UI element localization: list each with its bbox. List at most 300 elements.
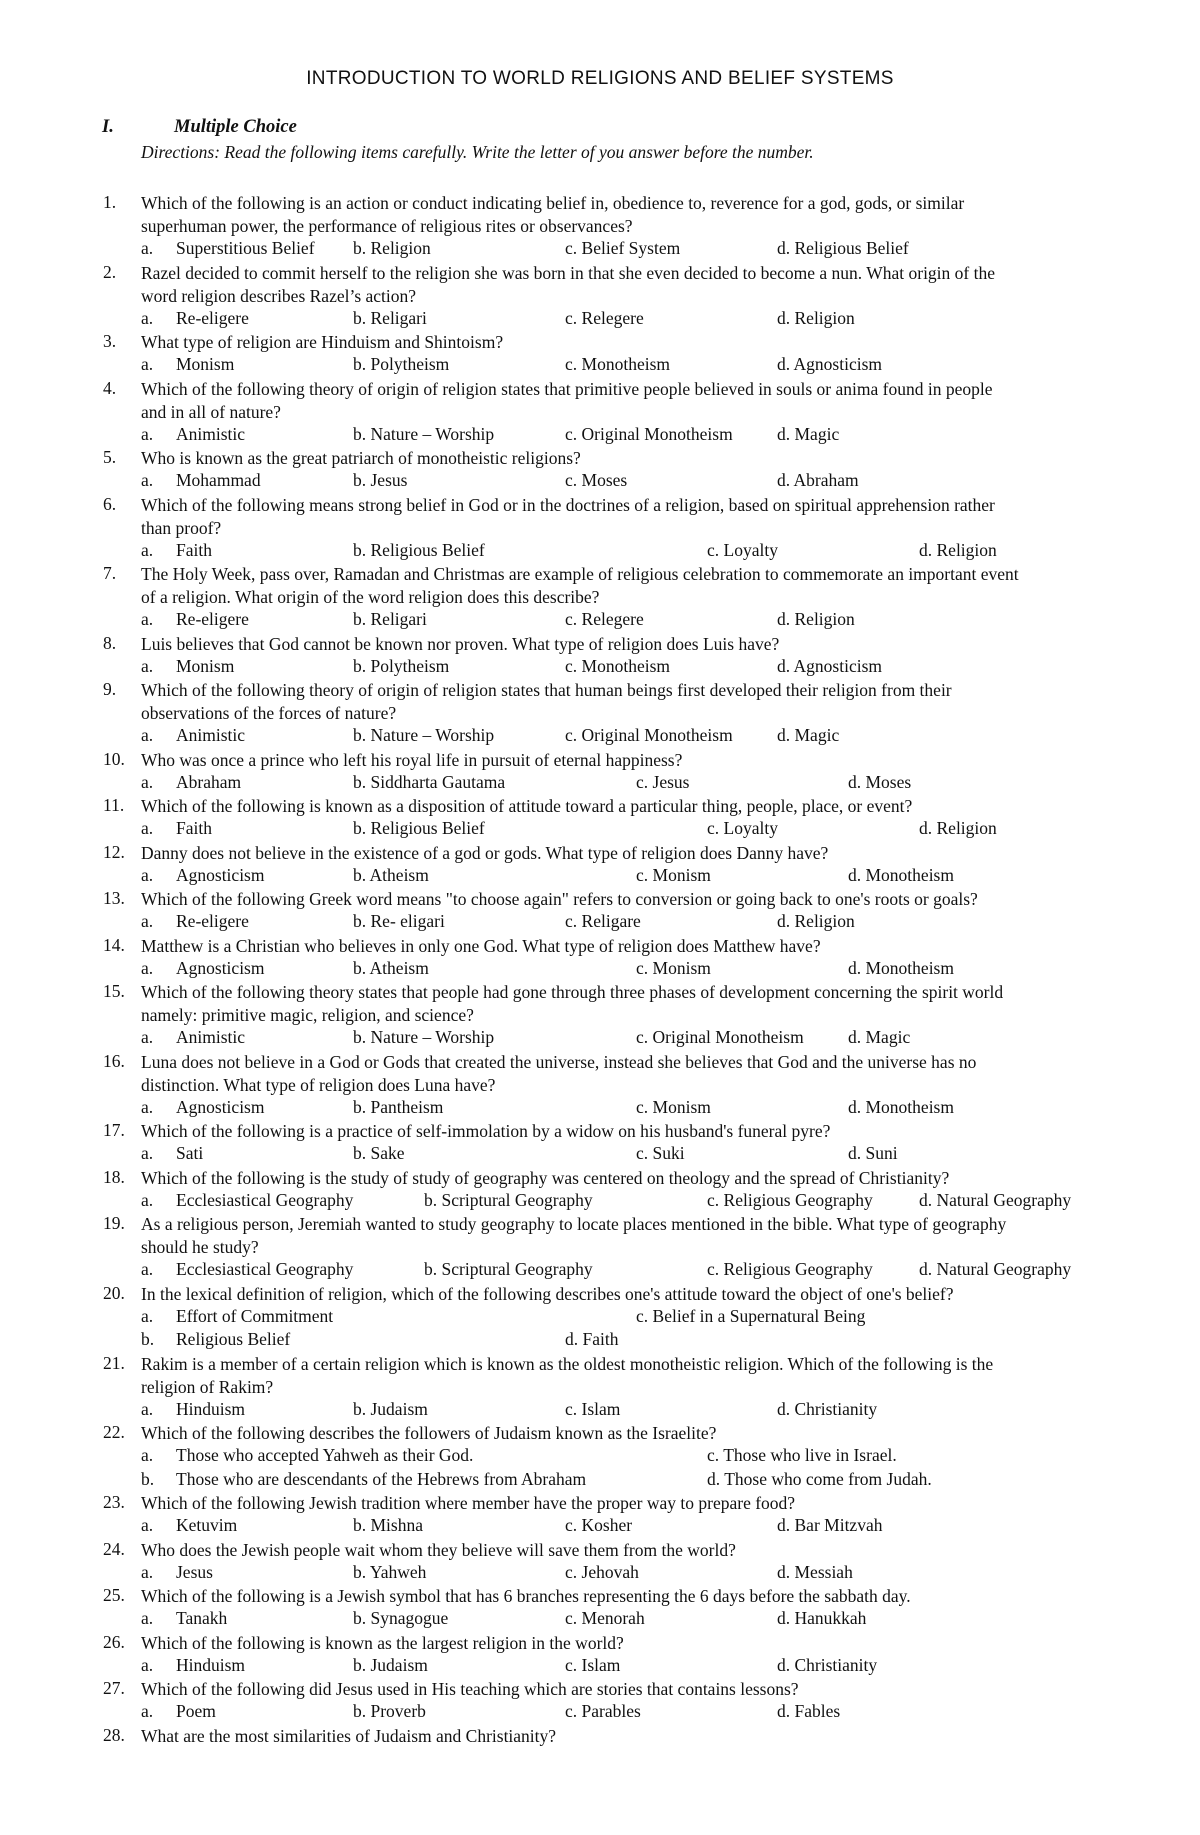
answer-option	[848, 1027, 910, 1048]
option-letter: d.	[707, 1468, 721, 1489]
option-text: Ketuvim	[176, 1515, 238, 1535]
option-letter: d.	[777, 911, 791, 931]
answer-option	[141, 1701, 216, 1722]
option-letter: b.	[141, 1468, 155, 1489]
option-letter: d.	[777, 238, 791, 258]
option-text: Yahweh	[369, 1561, 427, 1582]
answer-option	[919, 1190, 1071, 1211]
option-letter: d.	[848, 1143, 862, 1163]
options-row	[0, 1190, 1200, 1214]
option-letter: b.	[353, 307, 367, 328]
question-text: Rakim is a member of a certain religion which is known as the oldest monotheistic religion. Which of the following is the	[141, 1353, 994, 1374]
option-text: Belief in a Supernatural Being	[652, 1305, 866, 1326]
option-letter: d.	[777, 1701, 791, 1721]
question-text: religion of Rakim?	[141, 1376, 274, 1397]
option-letter: c.	[565, 238, 578, 258]
answer-option	[353, 1608, 448, 1629]
answer-option	[141, 725, 245, 746]
answer-option	[141, 609, 249, 630]
option-text: Monism	[176, 655, 235, 676]
options-row	[0, 1562, 1200, 1586]
option-text: Jesus	[176, 1561, 213, 1582]
option-text: Faith	[176, 539, 212, 560]
question-item	[0, 633, 1200, 680]
answer-option	[777, 1562, 853, 1583]
option-text: Religious Belief	[370, 818, 485, 838]
options-row	[0, 911, 1200, 935]
option-text: Those who live in Israel.	[723, 1445, 897, 1465]
option-text: Original Monotheism	[581, 725, 733, 745]
option-letter: c.	[636, 864, 649, 885]
option-text: Suki	[652, 1143, 685, 1163]
option-letter: c.	[707, 1259, 720, 1279]
answer-option	[565, 308, 644, 329]
question-number: 25.	[103, 1585, 125, 1605]
option-text: Re-eligere	[176, 307, 249, 328]
question-item	[0, 1120, 1200, 1167]
question-text: Which of the following did Jesus used in His teaching which are stories that contains lessons?	[141, 1679, 799, 1699]
option-letter: c.	[565, 1701, 578, 1721]
question-line	[0, 1422, 1200, 1445]
option-text: Faith	[176, 818, 212, 838]
option-text: Monism	[652, 864, 711, 885]
answer-option	[141, 772, 241, 793]
answer-option	[353, 609, 427, 630]
question-number: 21.	[103, 1352, 125, 1373]
options-row	[0, 424, 1200, 448]
question-line	[0, 285, 1200, 308]
answer-option	[777, 308, 855, 329]
option-text: Religious Geography	[723, 1189, 873, 1210]
option-letter: b.	[353, 1561, 367, 1582]
option-letter: a.	[141, 1305, 154, 1326]
option-letter: d.	[777, 609, 791, 629]
answer-option	[565, 1329, 618, 1350]
question-text: Razel decided to commit herself to the religion she was born in that she even decided to become a nun. What origin of the	[141, 262, 995, 283]
option-letter: d.	[848, 1027, 862, 1047]
answer-option	[353, 1143, 405, 1164]
option-letter: d.	[777, 354, 791, 374]
question-line	[0, 1492, 1200, 1515]
question-line	[0, 1585, 1200, 1608]
answer-option	[353, 1515, 423, 1536]
option-text: Nature – Worship	[370, 725, 495, 745]
option-text: Nature – Worship	[370, 423, 495, 444]
answer-option	[353, 238, 431, 259]
question-line	[0, 1283, 1200, 1306]
answer-option	[141, 238, 315, 259]
section-directions: Directions: Read the following items carefully. Write the letter of you answer before the number.	[141, 142, 814, 162]
option-text: Mohammad	[176, 470, 261, 490]
option-letter: a.	[141, 609, 154, 629]
option-text: Ecclesiastical Geography	[176, 1259, 354, 1279]
option-text: Re-eligere	[176, 911, 249, 931]
answer-option	[141, 1190, 353, 1211]
answer-option	[353, 470, 407, 491]
option-letter: c.	[565, 1561, 578, 1582]
answer-option	[141, 1445, 473, 1466]
answer-option	[777, 1655, 877, 1676]
answer-option	[707, 1445, 897, 1466]
question-line	[0, 586, 1200, 609]
answer-option	[565, 911, 641, 932]
option-letter: a.	[141, 1608, 154, 1628]
question-text: distinction. What type of religion does Luna have?	[141, 1074, 496, 1095]
section-number: I.	[102, 117, 114, 137]
question-text: Luna does not believe in a God or Gods that created the universe, instead she believes that God and the universe has no	[141, 1051, 977, 1072]
option-text: Superstitious Belief	[176, 238, 315, 258]
question-item	[0, 1422, 1200, 1492]
option-letter: c.	[707, 539, 720, 560]
answer-option	[777, 609, 855, 630]
question-number: 12.	[103, 841, 125, 862]
question-item	[0, 679, 1200, 749]
question-item	[0, 331, 1200, 378]
option-letter: c.	[565, 1608, 578, 1628]
question-number: 23.	[103, 1492, 125, 1512]
option-letter: d.	[777, 470, 791, 490]
answer-option	[565, 1562, 639, 1583]
answer-option	[353, 1027, 494, 1048]
option-text: Religion	[936, 539, 997, 560]
question-item	[0, 935, 1200, 982]
answer-option	[565, 470, 627, 491]
question-text: Which of the following theory of origin of religion states that human beings first developed their religion from their	[141, 680, 952, 700]
options-row	[0, 1445, 1200, 1469]
option-letter: b.	[141, 1329, 155, 1349]
question-item	[0, 447, 1200, 494]
document-title: INTRODUCTION TO WORLD RELIGIONS AND BELIEF SYSTEMS	[306, 68, 894, 89]
question-line	[0, 192, 1200, 215]
answer-option	[565, 1399, 620, 1420]
option-text: Hinduism	[176, 1654, 246, 1675]
question-item	[0, 749, 1200, 796]
option-letter: c.	[565, 609, 578, 629]
options-row	[0, 958, 1200, 982]
answer-option	[141, 1259, 353, 1280]
options-row	[0, 1097, 1200, 1121]
option-text: Judaism	[370, 1398, 428, 1419]
answer-option	[141, 1399, 245, 1420]
option-letter: c.	[565, 307, 578, 328]
option-letter: a.	[141, 655, 154, 676]
options-row	[0, 656, 1200, 680]
answer-option	[141, 1515, 237, 1536]
answer-option	[565, 238, 680, 259]
question-item	[0, 192, 1200, 262]
answer-option	[777, 1608, 866, 1629]
question-number: 28.	[103, 1724, 125, 1745]
option-text: Religion	[794, 307, 855, 328]
option-text: Monotheism	[865, 957, 954, 978]
options-row	[0, 1306, 1200, 1330]
question-text: Which of the following theory states that people had gone through three phases of development concerning the spirit world	[141, 982, 1004, 1002]
options-row	[0, 1027, 1200, 1051]
answer-option	[141, 354, 234, 375]
answer-option	[707, 1469, 932, 1490]
options-row	[0, 1469, 1200, 1493]
answer-option	[777, 470, 859, 491]
question-line	[0, 1539, 1200, 1562]
answer-option	[777, 424, 839, 445]
question-line	[0, 842, 1200, 865]
answer-option	[424, 1190, 593, 1211]
question-line	[0, 447, 1200, 470]
option-text: Those who come from Judah.	[724, 1468, 932, 1489]
option-text: Pantheism	[370, 1096, 444, 1117]
option-text: Proverb	[370, 1701, 426, 1721]
option-text: Animistic	[176, 1027, 246, 1047]
question-number: 20.	[103, 1282, 125, 1303]
question-line	[0, 679, 1200, 702]
option-text: Religious Geography	[723, 1259, 873, 1279]
option-text: Loyalty	[723, 539, 778, 560]
option-letter: b.	[353, 818, 367, 838]
options-row	[0, 238, 1200, 262]
question-item	[0, 1678, 1200, 1725]
options-row	[0, 308, 1200, 332]
option-text: Christianity	[794, 1398, 878, 1419]
question-text: superhuman power, the performance of religious rites or observances?	[141, 216, 633, 236]
option-text: Re-eligere	[176, 609, 249, 629]
options-row	[0, 772, 1200, 796]
answer-option	[919, 1259, 1071, 1280]
option-letter: c.	[636, 771, 649, 792]
option-text: Tanakh	[176, 1608, 228, 1628]
option-text: Scriptural Geography	[441, 1189, 593, 1210]
answer-option	[141, 1306, 333, 1327]
question-number: 11.	[103, 795, 125, 815]
question-text: What type of religion are Hinduism and Shintoism?	[141, 332, 504, 352]
option-letter: a.	[141, 1027, 154, 1047]
answer-option	[141, 1655, 245, 1676]
answer-option	[707, 1259, 873, 1280]
question-text: Danny does not believe in the existence of a god or gods. What type of religion does Danny have?	[141, 842, 829, 863]
question-item	[0, 1353, 1200, 1423]
option-text: Re- eligari	[370, 911, 445, 931]
option-letter: a.	[141, 1096, 154, 1117]
question-number: 5.	[103, 447, 117, 467]
answer-option	[565, 609, 644, 630]
question-number: 26.	[103, 1631, 125, 1652]
answer-option	[353, 540, 485, 561]
question-number: 2.	[103, 261, 117, 282]
answer-option	[777, 354, 882, 375]
option-text: Religare	[581, 911, 641, 931]
question-text: Who is known as the great patriarch of monotheistic religions?	[141, 448, 581, 468]
question-number: 4.	[103, 377, 117, 398]
answer-option	[141, 1329, 290, 1350]
answer-option	[636, 1027, 804, 1048]
section-title: Multiple Choice	[174, 117, 297, 137]
option-text: Ecclesiastical Geography	[176, 1189, 354, 1210]
answer-option	[141, 540, 212, 561]
option-letter: b.	[353, 238, 367, 258]
question-line	[0, 215, 1200, 238]
question-item	[0, 1051, 1200, 1121]
option-letter: b.	[353, 957, 367, 978]
option-letter: c.	[636, 1143, 649, 1163]
options-row	[0, 470, 1200, 494]
option-text: Original Monotheism	[652, 1027, 804, 1047]
question-line	[0, 888, 1200, 911]
option-text: Monotheism	[581, 655, 671, 676]
question-number: 1.	[103, 192, 117, 212]
question-text: Which of the following is a practice of self-immolation by a widow on his husband's funeral pyre?	[141, 1121, 831, 1141]
answer-option	[353, 1701, 426, 1722]
option-text: Animistic	[176, 423, 246, 444]
option-text: Moses	[581, 470, 628, 490]
option-letter: b.	[353, 1515, 367, 1535]
option-letter: b.	[353, 771, 367, 792]
answer-option	[141, 308, 249, 329]
option-letter: b.	[353, 539, 367, 560]
option-text: Islam	[581, 1654, 621, 1675]
answer-option	[353, 1655, 428, 1676]
option-text: Agnosticism	[176, 1096, 265, 1117]
option-letter: d.	[919, 1259, 933, 1279]
option-text: Agnosticism	[793, 354, 883, 374]
answer-option	[353, 1399, 428, 1420]
options-row	[0, 725, 1200, 749]
option-text: Agnosticism	[793, 655, 883, 676]
question-text: Which of the following means strong belief in God or in the doctrines of a religion, based on spiritual apprehension rather	[141, 494, 995, 515]
question-line	[0, 935, 1200, 958]
option-letter: c.	[707, 818, 720, 838]
question-line	[0, 1074, 1200, 1097]
option-text: Animistic	[176, 725, 246, 745]
option-text: Monotheism	[865, 1096, 954, 1117]
answer-option	[424, 1259, 593, 1280]
option-text: Natural Geography	[936, 1259, 1072, 1279]
answer-option	[141, 865, 264, 886]
answer-option	[777, 656, 882, 677]
question-text: Matthew is a Christian who believes in only one God. What type of religion does Matthew have?	[141, 935, 821, 956]
answer-option	[777, 725, 839, 746]
option-text: Menorah	[581, 1608, 645, 1628]
option-letter: a.	[141, 725, 154, 745]
option-letter: b.	[353, 911, 367, 931]
option-letter: a.	[141, 864, 154, 885]
option-letter: a.	[141, 1654, 154, 1675]
option-letter: a.	[141, 957, 154, 978]
option-letter: b.	[353, 1143, 367, 1163]
option-letter: d.	[777, 725, 791, 745]
option-text: Monism	[652, 1096, 711, 1117]
answer-option	[707, 818, 778, 839]
question-number: 19.	[103, 1213, 125, 1233]
question-line	[0, 1167, 1200, 1190]
answer-option	[636, 1143, 685, 1164]
options-row	[0, 818, 1200, 842]
option-text: Religari	[370, 609, 427, 629]
option-text: Suni	[865, 1143, 898, 1163]
answer-option	[636, 958, 711, 979]
options-row	[0, 1655, 1200, 1679]
question-text: Which of the following describes the followers of Judaism known as the Israelite?	[141, 1423, 717, 1443]
option-letter: b.	[353, 423, 367, 444]
option-text: Abraham	[176, 771, 242, 792]
question-number: 16.	[103, 1050, 125, 1071]
question-number: 6.	[103, 493, 117, 514]
option-letter: d.	[777, 1398, 791, 1419]
option-letter: a.	[141, 307, 154, 328]
options-row	[0, 1329, 1200, 1353]
option-letter: c.	[565, 1515, 578, 1535]
option-letter: a.	[141, 771, 154, 792]
option-text: Magic	[865, 1027, 911, 1047]
options-row	[0, 865, 1200, 889]
question-line	[0, 795, 1200, 818]
option-text: Parables	[581, 1701, 641, 1721]
option-letter: d.	[777, 1561, 791, 1582]
question-line	[0, 1632, 1200, 1655]
option-text: Magic	[794, 725, 840, 745]
answer-option	[636, 1097, 711, 1118]
option-letter: b.	[424, 1189, 438, 1210]
question-text: Which of the following Greek word means "to choose again" refers to conversion or going back to one's roots or goals?	[141, 889, 978, 909]
option-text: Loyalty	[723, 818, 778, 838]
option-letter: b.	[353, 864, 367, 885]
question-text: What are the most similarities of Judaism and Christianity?	[141, 1725, 557, 1746]
question-number: 14.	[103, 934, 125, 955]
question-number: 10.	[103, 748, 125, 769]
option-text: Magic	[794, 423, 840, 444]
question-line	[0, 702, 1200, 725]
option-letter: c.	[565, 470, 578, 490]
answer-option	[919, 540, 997, 561]
question-line	[0, 401, 1200, 424]
answer-option	[565, 424, 733, 445]
option-letter: a.	[141, 1445, 154, 1465]
options-row	[0, 1259, 1200, 1283]
option-letter: a.	[141, 470, 154, 490]
option-text: Those who accepted Yahweh as their God.	[176, 1445, 474, 1465]
option-text: Hanukkah	[794, 1608, 867, 1628]
option-letter: c.	[565, 725, 578, 745]
answer-option	[777, 238, 909, 259]
answer-option	[141, 1027, 245, 1048]
option-text: Religion	[794, 609, 855, 629]
option-text: Agnosticism	[176, 957, 265, 978]
question-text: word religion describes Razel’s action?	[141, 285, 417, 306]
question-text: and in all of nature?	[141, 401, 281, 422]
option-text: Religion	[370, 238, 431, 258]
option-text: Judaism	[370, 1654, 428, 1675]
answer-option	[141, 656, 234, 677]
answer-option	[141, 1097, 264, 1118]
question-text: Which of the following is known as the largest religion in the world?	[141, 1632, 624, 1653]
option-letter: a.	[141, 1143, 154, 1163]
option-letter: c.	[636, 957, 649, 978]
option-text: Monotheism	[865, 864, 954, 885]
option-letter: a.	[141, 818, 154, 838]
option-letter: d.	[777, 307, 791, 328]
option-letter: b.	[353, 1027, 367, 1047]
question-text: Luis believes that God cannot be known nor proven. What type of religion does Luis have?	[141, 633, 780, 654]
question-line	[0, 1376, 1200, 1399]
answer-option	[565, 354, 670, 375]
option-text: Monotheism	[581, 354, 671, 374]
option-letter: c.	[565, 1398, 578, 1419]
option-text: Scriptural Geography	[441, 1259, 593, 1279]
question-number: 18.	[103, 1166, 125, 1187]
option-letter: d.	[777, 423, 791, 444]
question-text: than proof?	[141, 517, 222, 538]
option-letter: d.	[565, 1329, 579, 1349]
question-line	[0, 1120, 1200, 1143]
answer-option	[777, 1701, 840, 1722]
